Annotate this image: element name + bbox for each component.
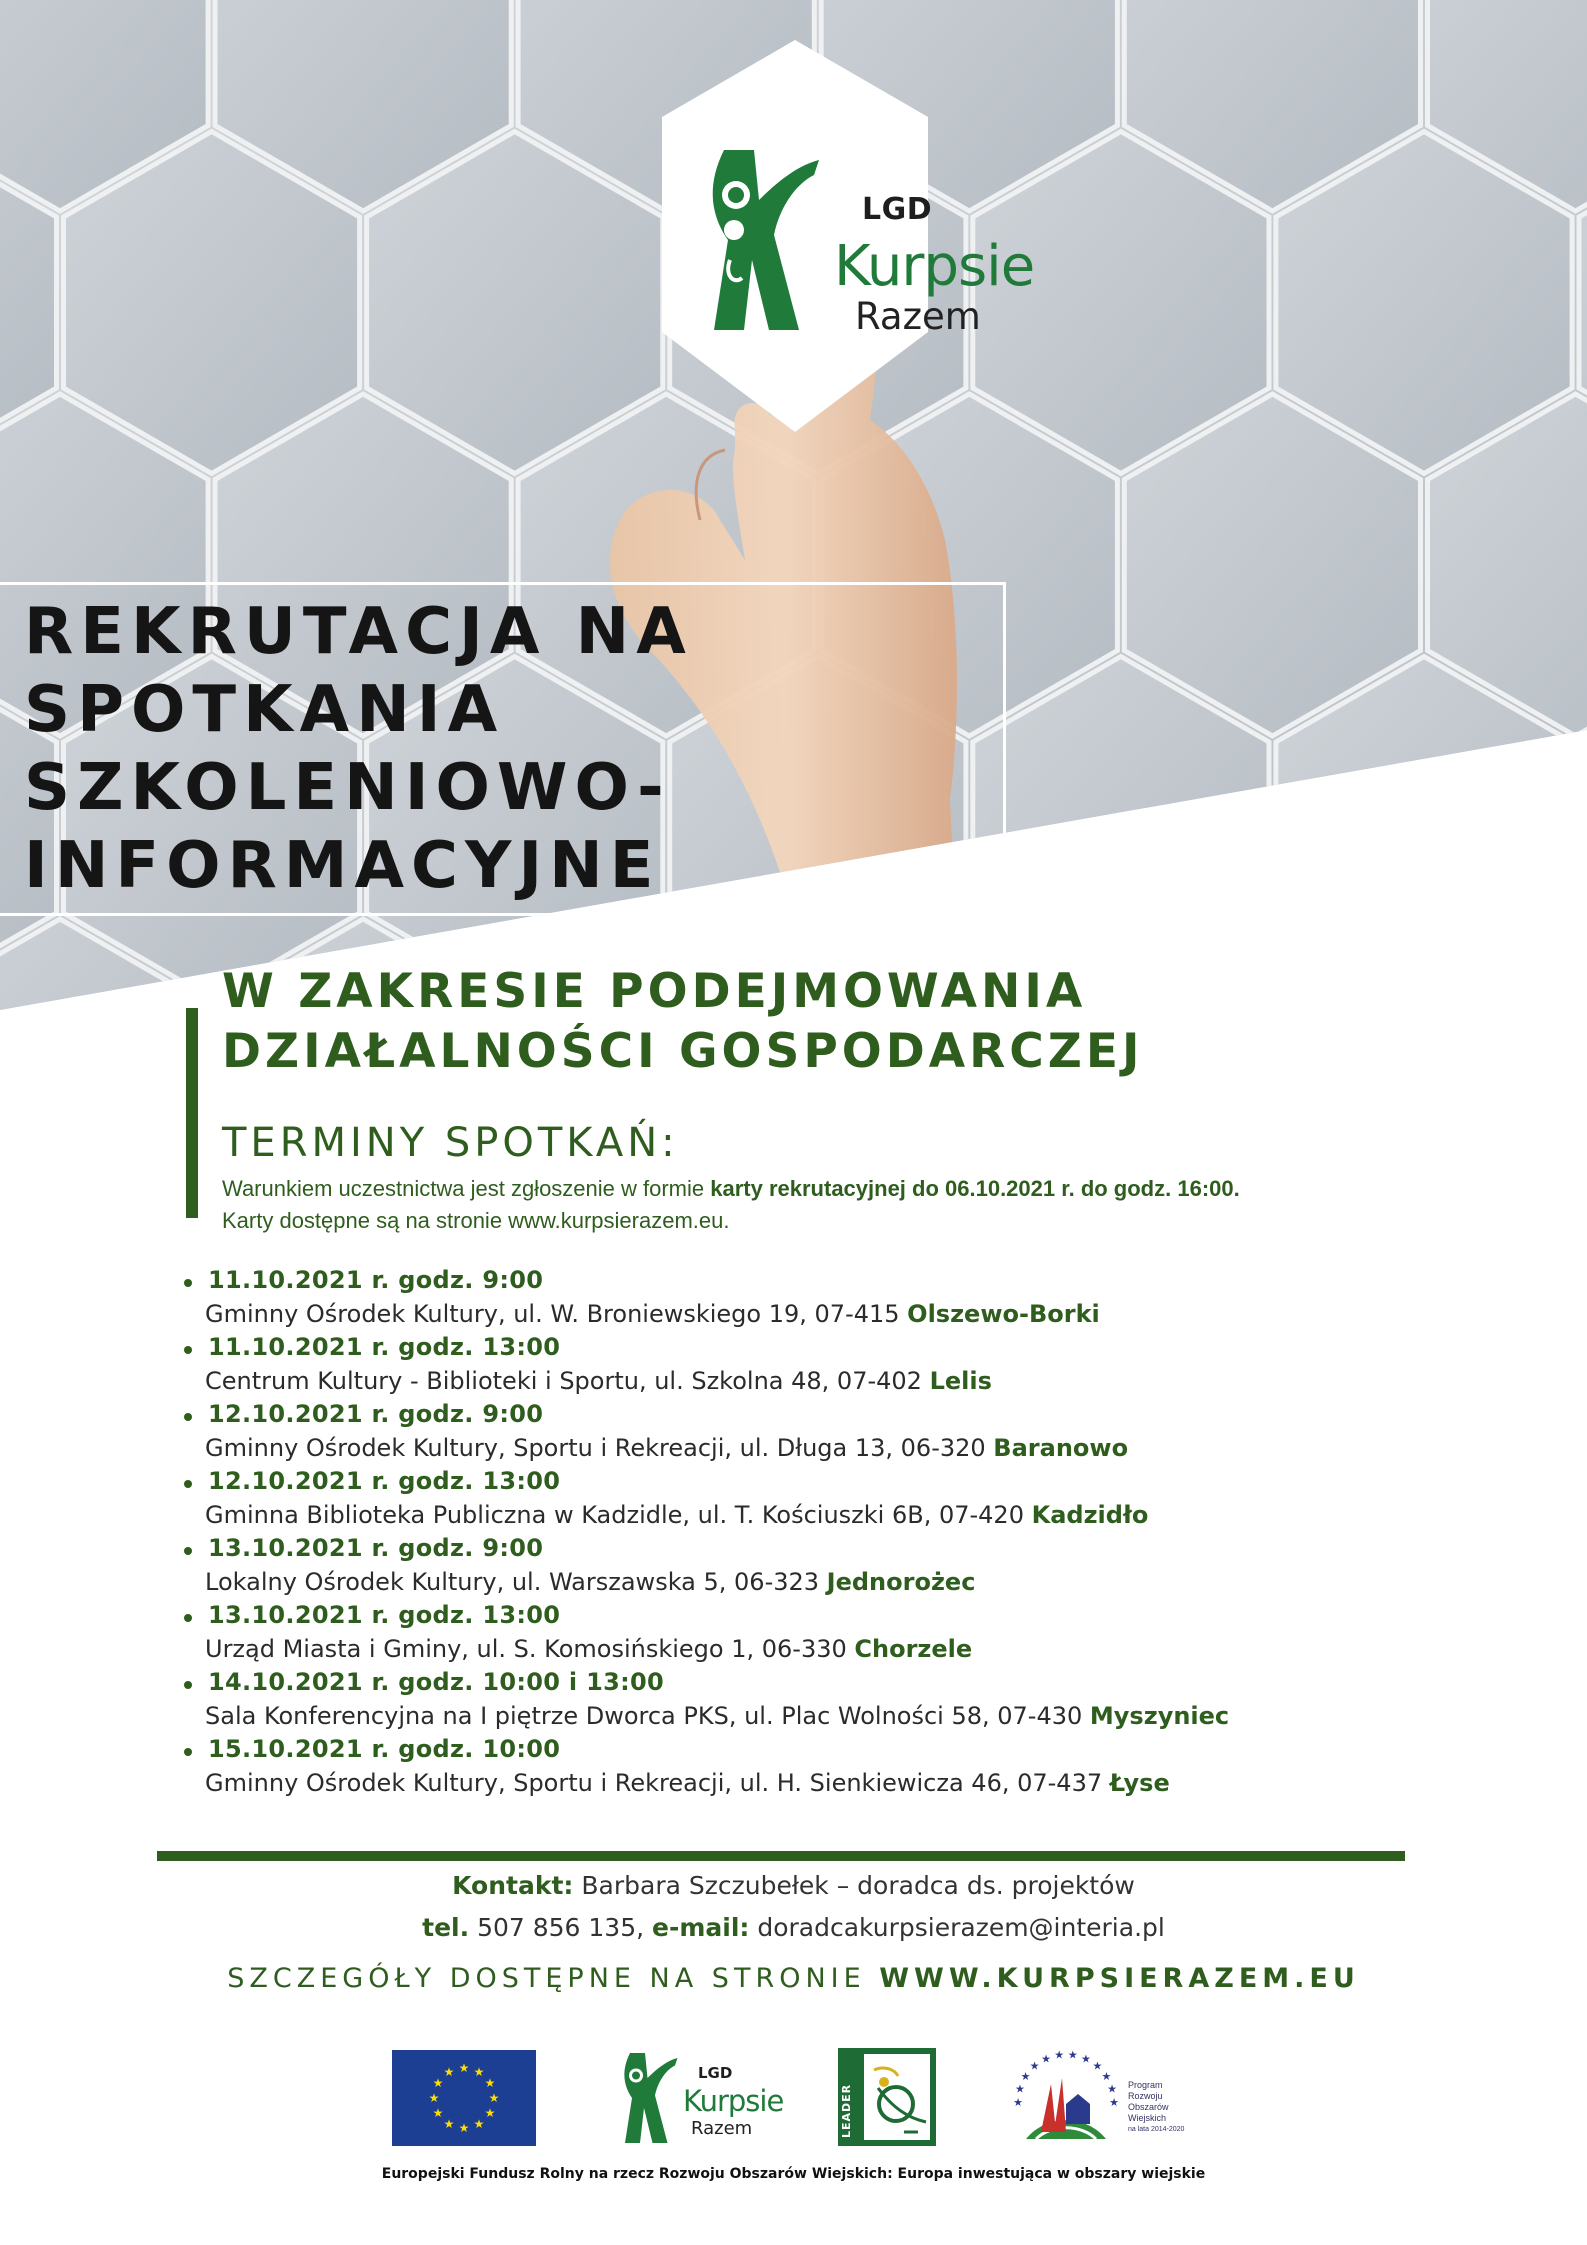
title-line-2: SPOTKANIA bbox=[24, 673, 505, 747]
terminy-heading: TERMINY SPOTKAŃ: bbox=[222, 1120, 679, 1166]
prow-line-4: Wiejskich bbox=[1128, 2113, 1167, 2123]
footer-kurpsie-text: Kurpsie bbox=[683, 2084, 784, 2118]
notice-text: Warunkiem uczestnictwa jest zgłoszenie w formie bbox=[222, 1176, 711, 1201]
eu-star: ★ bbox=[458, 2061, 470, 2075]
prow-line-1: Program bbox=[1128, 2080, 1163, 2090]
schedule-place: Sala Konferencyjna na I piętrze Dworca PKS, ul. Plac Wolności 58, 07-430 Myszyniec bbox=[205, 1702, 1230, 1730]
prow-star: ★ bbox=[1080, 2052, 1091, 2066]
eu-flag-icon bbox=[392, 2050, 536, 2146]
prow-star: ★ bbox=[1041, 2052, 1052, 2066]
prow-star: ★ bbox=[1101, 2070, 1112, 2083]
hexagon-tile bbox=[1428, 919, 1587, 1010]
schedule-place: Urząd Miasta i Gminy, ul. S. Komosińskiego 1, 06-330 Chorzele bbox=[205, 1635, 973, 1663]
bullet-icon bbox=[184, 1279, 192, 1287]
prow-line-3: Obszarów bbox=[1128, 2102, 1169, 2112]
bullet-icon bbox=[184, 1681, 192, 1689]
schedule-date: 11.10.2021 r. godz. 9:00 bbox=[208, 1266, 544, 1294]
title-line-4: INFORMACYJNE bbox=[24, 829, 661, 903]
kurpie-ornament-small-icon bbox=[610, 2048, 680, 2148]
logo-kurpsie-text: Kurpsie bbox=[834, 234, 1035, 299]
schedule-town: Baranowo bbox=[993, 1434, 1129, 1462]
eu-star: ★ bbox=[473, 2117, 485, 2131]
prow-star: ★ bbox=[1092, 2059, 1103, 2073]
email-address[interactable]: doradcakurpsierazem@interia.pl bbox=[749, 1913, 1165, 1942]
email-label: e-mail: bbox=[652, 1913, 750, 1942]
schedule-place: Gminny Ośrodek Kultury, ul. W. Broniewskiego 19, 07-415 Olszewo-Borki bbox=[205, 1300, 1100, 1328]
bullet-icon bbox=[184, 1346, 192, 1354]
eu-star: ★ bbox=[488, 2091, 500, 2105]
contact-details bbox=[0, 1913, 1587, 1942]
leader-text: LEADER bbox=[840, 2083, 853, 2138]
eu-star: ★ bbox=[473, 2065, 485, 2079]
prow-emblem-icon bbox=[1006, 2044, 1126, 2150]
schedule-date: 13.10.2021 r. godz. 13:00 bbox=[208, 1601, 561, 1629]
schedule-town: Chorzele bbox=[854, 1635, 973, 1663]
tel-label: tel. bbox=[422, 1913, 470, 1942]
schedule-date: 11.10.2021 r. godz. 13:00 bbox=[208, 1333, 561, 1361]
bullet-icon bbox=[184, 1547, 192, 1555]
leader-logo-icon bbox=[838, 2048, 936, 2146]
notice-line-2: Karty dostępne są na stronie www.kurpsierazem.eu. bbox=[222, 1208, 730, 1233]
logo-lgd-text: LGD bbox=[862, 192, 933, 227]
prow-star: ★ bbox=[1014, 2082, 1025, 2096]
eu-star: ★ bbox=[443, 2065, 455, 2079]
tel-number: 507 856 135, bbox=[469, 1913, 653, 1942]
divider bbox=[157, 1851, 1405, 1861]
eu-star: ★ bbox=[428, 2091, 440, 2105]
contact-name: Barbara Szczubełek – doradca ds. projektów bbox=[573, 1871, 1135, 1900]
schedule-town: Kadzidło bbox=[1031, 1501, 1149, 1529]
footer-lgd-text: LGD bbox=[698, 2064, 733, 2082]
kurpie-ornament-icon bbox=[684, 140, 824, 340]
details-prefix: SZCZEGÓŁY DOSTĘPNE NA STRONIE bbox=[227, 1963, 880, 1994]
prow-text bbox=[1128, 2080, 1184, 2135]
prow-line-2: Rozwoju bbox=[1128, 2091, 1163, 2101]
bullet-icon bbox=[184, 1480, 192, 1488]
eu-star: ★ bbox=[484, 2106, 496, 2120]
schedule-date: 12.10.2021 r. godz. 13:00 bbox=[208, 1467, 561, 1495]
eu-star: ★ bbox=[432, 2106, 444, 2120]
prow-star: ★ bbox=[1054, 2048, 1065, 2062]
schedule-place: Centrum Kultury - Biblioteki i Sportu, ul. Szkolna 48, 07-402 Lelis bbox=[205, 1367, 992, 1395]
schedule-town: Jednorożec bbox=[826, 1568, 976, 1596]
subtitle-line-1: W ZAKRESIE PODEJMOWANIA bbox=[222, 964, 1087, 1019]
eu-star: ★ bbox=[458, 2121, 470, 2135]
eu-star: ★ bbox=[443, 2117, 455, 2131]
logo-razem-text: Razem bbox=[855, 295, 981, 338]
title-line-3: SZKOLENIOWO- bbox=[24, 751, 671, 825]
details-line bbox=[0, 1963, 1587, 1994]
notice-deadline: karty rekrutacyjnej do 06.10.2021 r. do godz. 16:00. bbox=[710, 1176, 1240, 1201]
contact-label: Kontakt: bbox=[452, 1871, 574, 1900]
schedule-date: 14.10.2021 r. godz. 10:00 i 13:00 bbox=[208, 1668, 664, 1696]
contact-person bbox=[0, 1871, 1587, 1900]
prow-line-5: na lata 2014-2020 bbox=[1128, 2126, 1185, 2133]
prow-star: ★ bbox=[1109, 2096, 1119, 2109]
schedule-town: Lelis bbox=[929, 1367, 992, 1395]
accent-bar bbox=[186, 1008, 198, 1218]
eu-star: ★ bbox=[484, 2076, 496, 2090]
hexagon-tile bbox=[1124, 919, 1420, 1010]
schedule-date: 13.10.2021 r. godz. 9:00 bbox=[208, 1534, 544, 1562]
bullet-icon bbox=[184, 1413, 192, 1421]
schedule-date: 15.10.2021 r. godz. 10:00 bbox=[208, 1735, 561, 1763]
prow-star: ★ bbox=[1067, 2048, 1078, 2062]
schedule-town: Olszewo-Borki bbox=[907, 1300, 1100, 1328]
prow-star: ★ bbox=[1029, 2059, 1040, 2073]
prow-star: ★ bbox=[1013, 2096, 1023, 2109]
bullet-icon bbox=[184, 1748, 192, 1756]
schedule-place: Lokalny Ośrodek Kultury, ul. Warszawska 5, 06-323 Jednorożec bbox=[205, 1568, 976, 1596]
bullet-icon bbox=[184, 1614, 192, 1622]
schedule-town: Myszyniec bbox=[1089, 1702, 1230, 1730]
schedule-date: 12.10.2021 r. godz. 9:00 bbox=[208, 1400, 544, 1428]
footer-razem-text: Razem bbox=[691, 2118, 753, 2139]
prow-logo bbox=[1006, 2044, 1196, 2150]
eu-star: ★ bbox=[432, 2076, 444, 2090]
schedule-place: Gminna Biblioteka Publiczna w Kadzidle, ul. T. Kościuszki 6B, 07-420 Kadzidło bbox=[205, 1501, 1149, 1529]
title-line-1: REKRUTACJA NA bbox=[24, 595, 693, 669]
schedule-place: Gminny Ośrodek Kultury, Sportu i Rekreacji, ul. H. Sienkiewicza 46, 07-437 Łyse bbox=[205, 1769, 1170, 1797]
notice-line-1 bbox=[222, 1176, 1240, 1202]
website-link[interactable]: WWW.KURPSIERAZEM.EU bbox=[879, 1963, 1360, 1994]
schedule-place: Gminny Ośrodek Kultury, Sportu i Rekreacji, ul. Długa 13, 06-320 Baranowo bbox=[205, 1434, 1129, 1462]
subtitle-line-2: DZIAŁALNOŚCI GOSPODARCZEJ bbox=[222, 1024, 1144, 1079]
prow-star: ★ bbox=[1107, 2082, 1118, 2096]
schedule-town: Łyse bbox=[1109, 1769, 1170, 1797]
funding-note: Europejski Fundusz Rolny na rzecz Rozwoju Obszarów Wiejskich: Europa inwestująca w obszary wiejskie bbox=[381, 2166, 1206, 2182]
footer-logo-kurpsie bbox=[604, 2042, 794, 2154]
prow-star: ★ bbox=[1020, 2070, 1031, 2083]
